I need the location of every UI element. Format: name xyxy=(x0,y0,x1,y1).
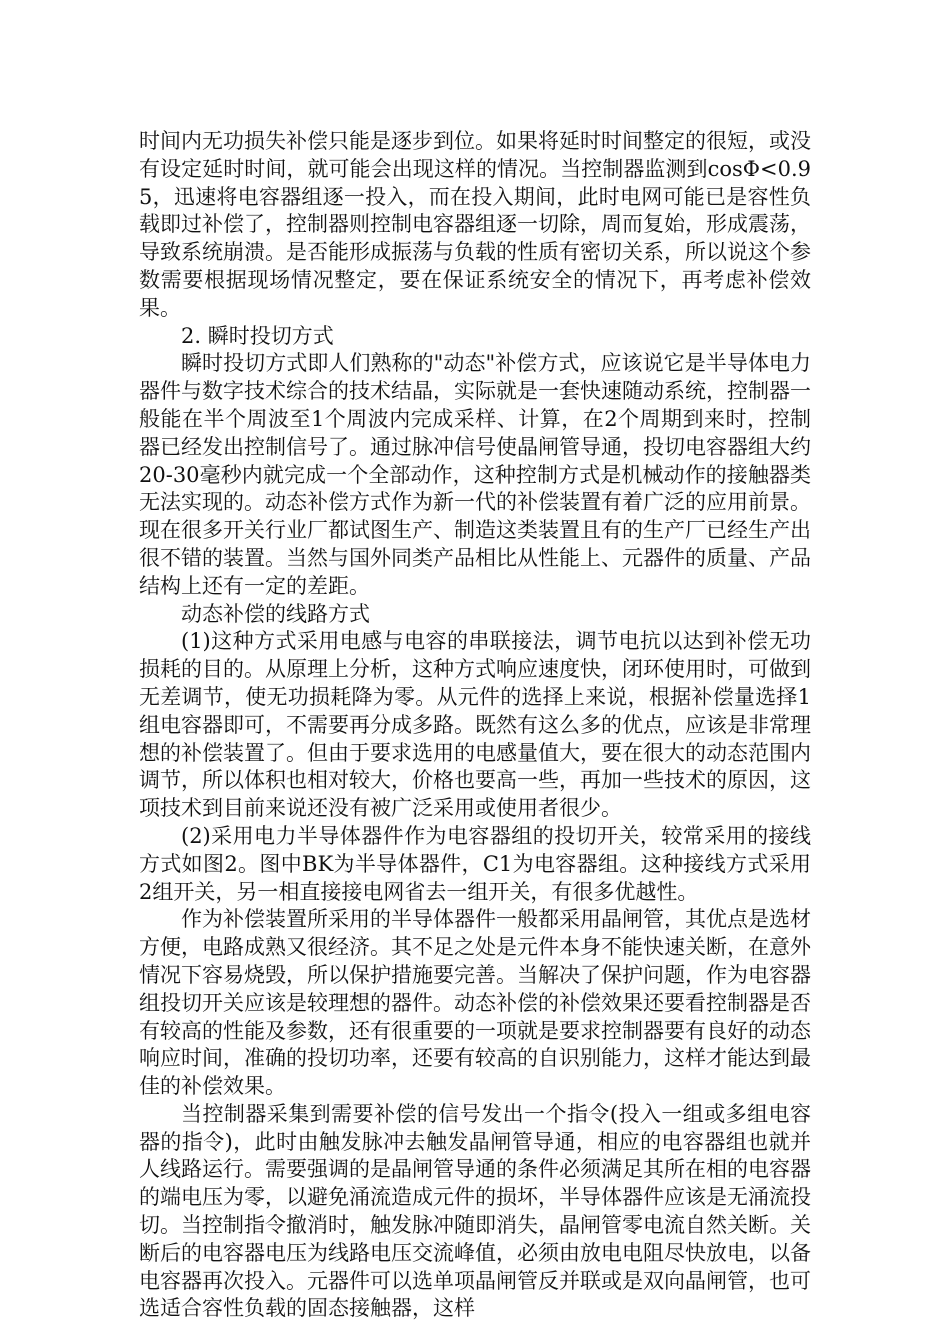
paragraph-method-1: (1)这种方式采用电感与电容的串联接法，调节电抗以达到补偿无功损耗的目的。从原理上分析，这种方式响应速度快，闭环使用时，可做到无差调节，使无功损耗降为零。从元件的选择上来说，根据补偿量选择1组电容器即可，不需要再分成多路。既然有这么多的优点，应该是非常理想的补偿装置了。但由于要求选用的电感量值大，要在很大的动态范围内调节，所以体积也相对较大，价格也要高一些，再加一些技术的原因，这项技术到目前来说还没有被广泛采用或使用者很少。 xyxy=(139,629,811,821)
paragraph-thyristor-devices: 作为补偿装置所采用的半导体器件一般都采用晶闸管，其优点是选材方便，电路成熟又很经济。其不足之处是元件本身不能快速关断，在意外情况下容易烧毁，所以保护措施要完善。当解决了保护问题，作为电容器组投切开关应该是较理想的器件。动态补偿的补偿效果还要看控制器是否有较高的性能及参数，还有很重要的一项就是要求控制器要有良好的动态响应时间，准确的投切功率，还要有较高的自识别能力，这样才能达到最佳的补偿效果。 xyxy=(139,907,811,1099)
document-body xyxy=(139,128,811,1323)
paragraph-controller-signal: 当控制器采集到需要补偿的信号发出一个指令(投入一组或多组电容器的指令)，此时由触发脉冲去触发晶闸管导通，相应的电容器组也就并人线路运行。需要强调的是晶闸管导通的条件必须满足其所在相的电容器的端电压为零，以避免涌流造成元件的损坏，半导体器件应该是无涌流投切。当控制指令撤消时，触发脉冲随即消失，晶闸管零电流自然关断。关断后的电容器电压为线路电压交流峰值，必须由放电电阻尽快放电，以备电容器再次投入。元器件可以选单项晶闸管反并联或是双向晶闸管，也可选适合容性负载的固态接触器，这样 xyxy=(139,1101,811,1321)
subheading-circuit-methods: 动态补偿的线路方式 xyxy=(181,601,370,626)
section-heading-instant-switching: 2. 瞬时投切方式 xyxy=(181,323,334,348)
paragraph-method-2: (2)采用电力半导体器件作为电容器组的投切开关，较常采用的接线方式如图2。图中BK为半导体器件，C1为电容器组。这种接线方式采用2组开关，另一相直接接电网省去一组开关，有很多优越性。 xyxy=(139,823,811,904)
paragraph-dynamic-compensation: 瞬时投切方式即人们熟称的"动态"补偿方式，应该说它是半导体电力器件与数字技术综合的技术结晶，实际就是一套快速随动系统，控制器一般能在半个周波至1个周波内完成采样、计算，在2个周期到来时，控制器已经发出控制信号了。通过脉冲信号使晶闸管导通，投切电容器组大约20-30毫秒内就完成一个全部动作，这种控制方式是机械动作的接触器类无法实现的。动态补偿方式作为新一代的补偿装置有着广泛的应用前景。现在很多开关行业厂都试图生产、制造这类装置且有的生产厂已经生产出很不错的装置。当然与国外同类产品相比从性能上、元器件的质量、产品结构上还有一定的差距。 xyxy=(139,351,811,598)
paragraph-continuation: 时间内无功损失补偿只能是逐步到位。如果将延时时间整定的很短，或没有设定延时时间，就可能会出现这样的情况。当控制器监测到cosΦ<0.95，迅速将电容器组逐一投入，而在投入期间，此时电网可能已是容性负载即过补偿了，控制器则控制电容器组逐一切除，周而复始，形成震荡，导致系统崩溃。是否能形成振荡与负载的性质有密切关系，所以说这个参数需要根据现场情况整定，要在保证系统安全的情况下，再考虑补偿效果。 xyxy=(139,129,811,320)
